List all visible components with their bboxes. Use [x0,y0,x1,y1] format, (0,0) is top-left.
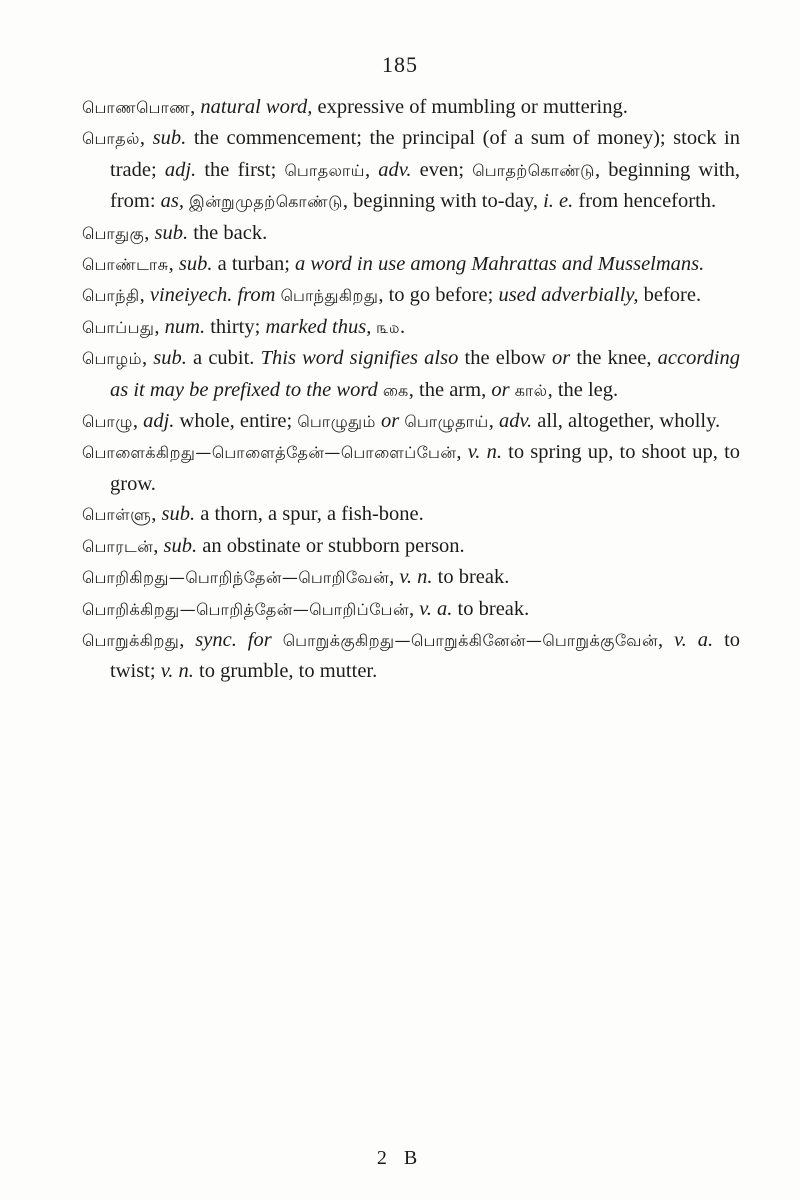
dictionary-entry [82,437,740,499]
entry-text: , [139,127,153,150]
italic-gloss: marked thus, [265,315,372,338]
tamil-headword: பொண்டாசு [82,255,169,275]
tamil-headword: பொழுதும் [297,412,376,432]
tamil-headword: பொப்பது [82,317,155,337]
entry-text: , [179,628,196,651]
tamil-headword: பொணபொண [82,98,191,117]
italic-gloss: v. n. [399,566,433,589]
entry-text: the commencement; the principal (of a sum of money); stock in trade; [110,127,740,181]
entry-text: , [153,534,164,557]
entry-text: to twist; [110,628,741,683]
italic-gloss: as, [160,190,185,213]
dictionary-entries [82,92,740,687]
italic-gloss: or [381,410,400,433]
italic-gloss: v. a. [674,628,714,651]
entry-text: , the arm, [408,378,492,401]
entry-text: the knee, [570,347,658,370]
entry-text: , beginning with to-day, [342,190,544,213]
entry-text: , [658,628,675,651]
italic-gloss: a word in use among Mahrattas and Musselmans. [295,253,705,276]
entry-text: the first; [196,158,285,181]
entry-text: a thorn, a spur, a fish-bone. [195,503,424,526]
italic-gloss: num. [164,315,206,338]
dictionary-entry [82,280,740,311]
tamil-headword: பொதுகு [82,223,145,243]
entry-text: , [154,315,165,338]
entry-text: , to go before; [378,284,499,307]
tamil-headword: பொதலாய் [284,160,365,180]
entry-text: the elbow [458,347,552,370]
italic-gloss: adj. [143,410,175,433]
entry-text: , [456,441,468,464]
entry-text: , [364,158,379,181]
italic-gloss: adv. [498,410,533,433]
entry-text: before. [638,284,702,307]
entry-text [272,629,283,651]
tamil-headword: பொறுக்கிறது [82,630,180,650]
tamil-headword: பொழு [82,412,133,432]
italic-gloss: sub. [163,534,198,557]
dictionary-entry [82,499,740,530]
entry-text: , [141,347,154,370]
italic-gloss: adv. [378,158,412,181]
italic-gloss: used adverbially, [498,284,639,307]
tamil-headword: பொதல் [82,129,140,149]
dictionary-entry [82,625,740,687]
tamil-headword: பொரடன் [82,536,154,556]
dictionary-entry [82,312,740,343]
tamil-headword: பொழுதாய் [404,412,489,432]
entry-text: thirty; [205,315,266,338]
tamil-headword: பொதற்கொண்டு [472,160,595,180]
italic-gloss: vineiyech. from [149,284,276,307]
dictionary-entry [82,249,740,280]
tamil-headword: கால் [514,380,548,400]
entry-text: , [132,410,144,433]
entry-text: a cubit. [186,347,261,370]
dictionary-entry [82,531,740,562]
italic-gloss: v. a. [419,597,453,620]
tamil-headword: பொளைக்கிறது—பொளைத்தேன்—பொளைப்பேன் [82,443,457,463]
italic-gloss: sub. [154,221,189,244]
italic-gloss: adj. [164,158,197,181]
entry-text: to spring up, to shoot up, to grow. [110,441,741,495]
entry-text: the back. [188,221,268,244]
tamil-headword: கை [382,380,409,400]
entry-text: from henceforth. [573,190,717,213]
italic-gloss: natural word, [200,96,313,118]
entry-text: a turban; [212,253,296,276]
tamil-headword: பொள்ளு [82,505,152,525]
tamil-headword: ௩௰ [376,317,400,337]
entry-text: , the leg. [547,378,619,401]
italic-gloss: according as it may be prefixed to the word [110,347,740,401]
tamil-headword: பொறிகிறது—பொறிந்தேன்—பொறிவேன் [82,568,390,588]
tamil-headword: பொந்தி [82,286,140,306]
italic-gloss: This word signifies also [260,347,459,370]
entry-text: , [144,221,155,244]
entry-text: to break. [452,597,530,620]
tamil-headword: பொறிக்கிறது—பொறித்தேன்—பொறிப்பேன் [82,599,409,619]
entry-text: even; [411,158,473,181]
dictionary-entry [82,123,740,217]
entry-text: an obstinate or stubborn person. [197,534,465,557]
entry-text: to grumble, to mutter. [193,660,378,683]
dictionary-entry [82,218,740,249]
italic-gloss: or [491,378,510,401]
dictionary-entry [82,406,740,437]
italic-gloss: sub. [178,253,213,276]
entry-text: whole, entire; [174,410,298,433]
italic-gloss: or [552,347,571,370]
entry-text: expressive of mumbling or muttering. [312,96,628,118]
italic-gloss: sub. [152,127,187,150]
entry-text: all, altogether, wholly. [532,410,721,433]
entry-text: , [190,96,201,118]
italic-gloss: v. n. [467,441,502,464]
italic-gloss: sub. [161,503,196,526]
dictionary-entry [82,594,740,625]
entry-text: , [389,566,400,589]
italic-gloss: sub. [153,347,187,370]
printer-signature: 2 B [376,1147,424,1169]
dictionary-entry [82,343,740,406]
tamil-headword: பொறுக்குகிறது—பொறுக்கினேன்—பொறுக்குவேன் [282,630,658,650]
tamil-headword: இன்றுமுதற்கொண்டு [189,192,343,212]
italic-gloss: i. e. [543,190,574,213]
entry-text: , [408,597,420,620]
entry-text: . [400,315,406,338]
italic-gloss: v. n. [160,660,194,683]
entry-text: , beginning with, from: [110,158,740,213]
tamil-headword: பொந்துகிறது [280,286,379,306]
page-number: 185 [382,52,418,77]
entry-text: , [168,253,179,276]
italic-gloss: sync. for [195,628,272,651]
entry-text: , [139,284,150,307]
dictionary-entry [82,562,740,593]
dictionary-entry [82,92,740,123]
tamil-headword: பொழம் [82,349,142,369]
entry-text: to break. [432,566,510,589]
entry-text: , [151,503,162,526]
entry-text: , [488,410,499,433]
